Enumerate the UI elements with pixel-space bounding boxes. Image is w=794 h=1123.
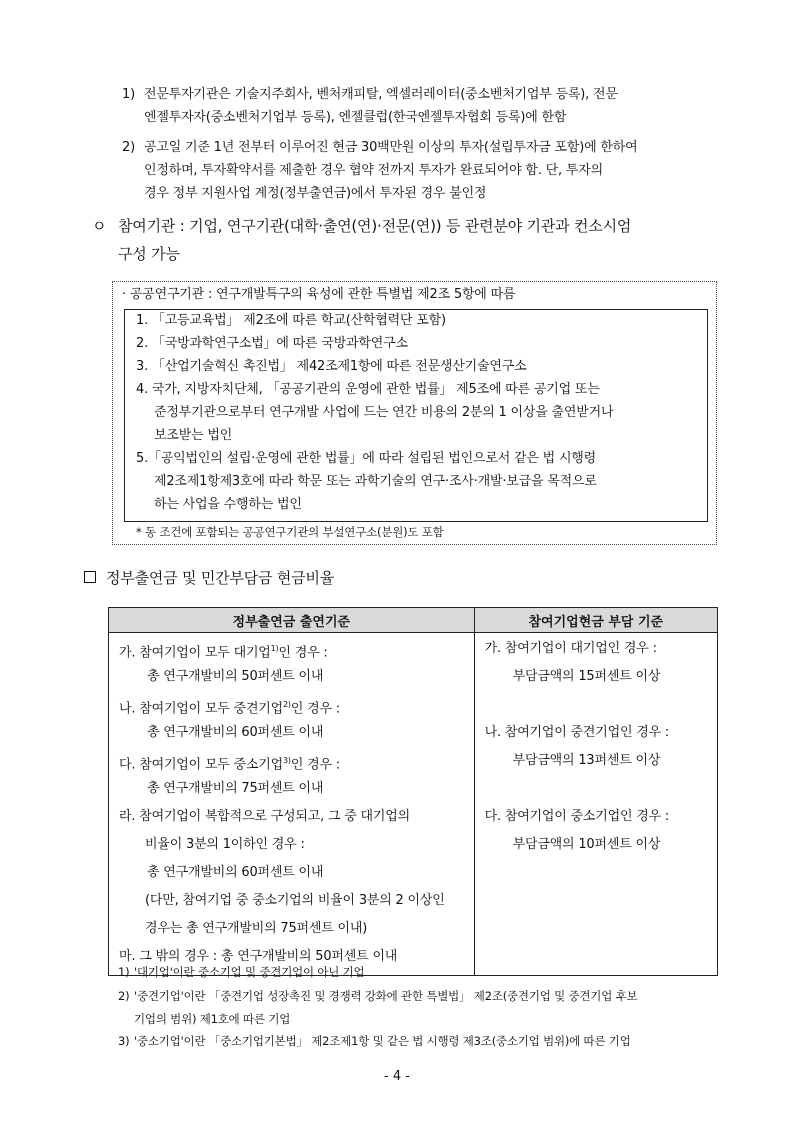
footnote-3-text: '중소기업'이란 「중소기업기본법」 제2조제1항 및 같은 법 시행령 제3조(중소기업 범위)에 따른 기업 [134, 1034, 631, 1048]
participation-line-1: 참여기관 : 기업, 연구기관(대학·출연(연)·전문(연)) 등 관련분야 기관과 컨소시엄 [118, 217, 632, 235]
company-cash-line-1: 가. 참여기업이 대기업인 경우 : [484, 641, 657, 656]
footnote-2-line-2: 기업의 범위) 제1호에 따른 기업 [134, 1012, 291, 1026]
government-funding-line-6: 총 연구개발비의 75퍼센트 이내 [147, 781, 324, 796]
government-funding-line-8: 비율이 3분의 1이하인 경우 : [145, 837, 305, 852]
section-title: 정부출연금 및 민간부담금 현금비율 [106, 569, 335, 587]
company-cash-line-6 [485, 775, 717, 803]
institute-item-3: 3. 「산업기술혁신 촉진법」 제42조제1항에 따른 전문생산기술연구소 [136, 359, 527, 374]
institute-item-1: 1. 「고등교육법」 제2조에 따른 학교(산학협력단 포함) [136, 313, 446, 328]
note-2-line-1: 공고일 기준 1년 전부터 이루어진 현금 30백만원 이상의 투자(설립투자금 포함)에 한하여 [144, 140, 638, 155]
institute-item-5-line-1: 5.「공익법인의 설립·운영에 관한 법률」에 따라 설립된 법인으로서 같은 법 시행령 [136, 451, 597, 466]
note-1-line-2: 엔젤투자자(중소벤처기업부 등록), 엔젤클럽(한국엔젤투자협회 등록)에 한함 [144, 110, 567, 125]
footnote-3-number: 3) [118, 1034, 130, 1048]
note-1-line-1: 전문투자기관은 기술지주회사, 벤처캐피탈, 엑셀러레이터(중소벤처기업부 등록), 전문 [144, 87, 618, 102]
government-funding-footnote-ref: 3) [283, 756, 291, 765]
institute-item-4-line-2: 준정부기관으로부터 연구개발 사업에 드는 연간 비용의 2분의 1 이상을 출연받거나 [154, 405, 614, 420]
footnote-2-number: 2) [118, 989, 130, 1003]
footnote-2-line-1: '중견기업'이란 「중견기업 성장촉진 및 경쟁력 강화에 관한 특별법」 제2조(중견기업 및 중견기업 후보 [134, 989, 638, 1003]
funding-ratio-table [108, 607, 718, 976]
institute-item-4-line-1: 4. 국가, 지방자치단체, 「공공기관의 운영에 관한 법률」 제5조에 따른 공기업 또는 [136, 382, 600, 397]
institute-footnote: * 동 조건에 포함되는 공공연구기관의 부설연구소(분원)도 포함 [136, 525, 444, 539]
participation-bullet: ㅇ [92, 217, 107, 235]
government-funding-cell [109, 633, 475, 976]
company-cash-line-7: 다. 참여기업이 중소기업인 경우 : [484, 809, 670, 824]
government-funding-line-3: 나. 참여기업이 모두 중견기업$^{2)}$인 경우 : [119, 700, 340, 717]
government-funding-line-10: (다만, 참여기업 중 중소기업의 비율이 3분의 2 이상인 [145, 893, 445, 908]
government-funding-footnote-ref: 1) [270, 644, 279, 653]
government-funding-footnote-ref: 2) [283, 700, 291, 709]
public-institute-heading: · 공공연구기관 : 연구개발특구의 육성에 관한 특별법 제2조 5항에 따름 [122, 287, 516, 302]
note-1-number: 1) [122, 87, 135, 102]
company-cash-line-8: 부담금액의 10퍼센트 이상 [512, 837, 661, 852]
institute-item-4-line-3: 보조받는 법인 [154, 428, 233, 443]
section-square-icon [84, 571, 96, 583]
institute-item-5-line-3: 하는 사업을 수행하는 법인 [154, 497, 302, 512]
government-funding-line-9: 총 연구개발비의 60퍼센트 이내 [147, 865, 324, 880]
government-funding-line-1: 가. 참여기업이 모두 대기업$^{1)}$인 경우 : [119, 644, 328, 661]
note-2-line-3: 경우 정부 지원사업 계정(정부출연금)에서 투자된 경우 불인정 [144, 186, 487, 201]
note-2-line-2: 인정하며, 투자확약서를 제출한 경우 협약 전까지 투자가 완료되어야 함. 단, 투자의 [144, 163, 603, 178]
header-government-funding: 정부출연금 출연기준 [109, 608, 475, 633]
company-cash-cell [474, 633, 717, 976]
table-header-row [109, 608, 718, 633]
institute-item-5-line-2: 제2조제1항제3호에 따라 학문 또는 과학기술의 연구·조사·개발·보급을 목적으로 [154, 474, 597, 489]
government-funding-line-12: 마. 그 밖의 경우 : 총 연구개발비의 50퍼센트 이내 [119, 949, 398, 964]
company-cash-line-5: 부담금액의 13퍼센트 이상 [512, 753, 661, 768]
government-funding-line-5: 다. 참여기업이 모두 중소기업$^{3)}$인 경우 : [119, 756, 340, 773]
government-funding-line-2: 총 연구개발비의 50퍼센트 이내 [147, 669, 324, 684]
footnote-1-text: '대기업'이란 중소기업 및 중견기업이 아닌 기업 [134, 965, 365, 979]
header-company-cash: 참여기업현금 부담 기준 [474, 608, 717, 633]
note-2-number: 2) [122, 140, 135, 155]
company-cash-line-3 [485, 691, 717, 719]
government-funding-line-7: 라. 참여기업이 복합적으로 구성되고, 그 중 대기업의 [119, 809, 410, 824]
government-funding-line-11: 경우는 총 연구개발비의 75퍼센트 이내) [145, 921, 368, 936]
institute-item-2: 2. 「국방과학연구소법」에 따른 국방과학연구소 [136, 336, 408, 351]
participation-line-2: 구성 가능 [118, 245, 180, 263]
company-cash-line-4: 나. 참여기업이 중견기업인 경우 : [484, 725, 670, 740]
page-number: - 4 - [384, 1069, 410, 1084]
table-body-row [109, 633, 718, 976]
footnote-1-number: 1) [118, 965, 130, 979]
government-funding-line-4: 총 연구개발비의 60퍼센트 이내 [147, 725, 324, 740]
company-cash-line-2: 부담금액의 15퍼센트 이상 [512, 669, 661, 684]
